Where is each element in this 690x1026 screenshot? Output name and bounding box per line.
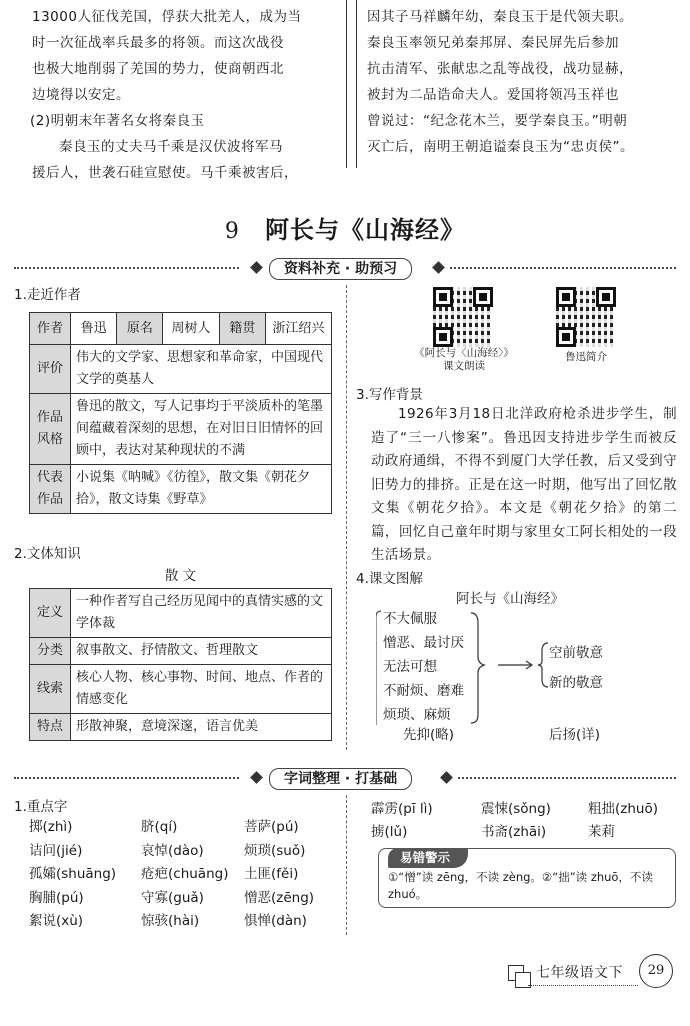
word-item: 絮说(xù)	[29, 913, 84, 929]
background-heading: 3.写作背景	[356, 387, 423, 403]
word-item: 惧惮(dàn)	[244, 913, 307, 929]
page-number: 29	[639, 954, 673, 988]
author-home: 浙江绍兴	[265, 313, 331, 345]
genre-label: 定义	[30, 589, 71, 638]
diagram-item: 不大佩服	[383, 611, 437, 627]
author-heading: 1.走近作者	[14, 287, 81, 303]
words-heading: 1.重点字	[14, 799, 68, 815]
lesson-heading	[0, 210, 690, 245]
word-item: 憎恶(zēng)	[244, 889, 315, 906]
word-item: 疮疤(chuāng)	[141, 866, 229, 882]
lesson-title: 阿长与《山海经》	[265, 216, 466, 244]
diagram-item: 憎恶、最讨厌	[383, 635, 464, 651]
diagram-item: 烦琐、麻烦	[383, 707, 451, 723]
top-right-column	[367, 4, 677, 160]
word-item: 土匪(fěi)	[244, 866, 299, 882]
word-item: 掷(zhì)	[29, 819, 73, 835]
diagram-right-items	[549, 638, 603, 698]
qr-code-reading[interactable]	[433, 287, 493, 347]
section-title: 资料补充 · 助预习	[269, 258, 412, 280]
section-title: 字词整理 · 打基础	[269, 768, 412, 790]
word-item: 霹雳(pī lì)	[371, 801, 433, 817]
background-text: 1926年3月18日北洋政府枪杀进步学生，制造了“三一八惨案”。鲁迅因支持进步学生而被反动政府通缉，不得不到厦门大学任教，后又受到守旧势力的排挤。正是在这一时期，他写出了回忆散文集《朝花夕拾》。本文是《朝花夕拾》的第二篇，回忆自己童年时期与家里女工阿长相处的一段生活场景。	[371, 406, 677, 563]
book-label: 七年级语文下	[536, 965, 623, 981]
word-item: 诘问(jié)	[29, 842, 83, 859]
text-line: 因其子马祥麟年幼，秦良玉于是代领夫职。	[367, 9, 633, 25]
word-item: 粗拙(zhuō)	[588, 801, 658, 817]
author-style: 鲁迅的散文，写人记事均于平淡质朴的笔墨间蕴藏着深刻的思想，在对旧日旧情怀的回顾中，表达对某种现状的不满	[71, 394, 332, 465]
text-line: 曾说过：“纪念花木兰，要学秦良玉。”明朝	[367, 113, 628, 129]
text-line: 也极大地削弱了羌国的势力，使商朝西北	[32, 61, 284, 77]
text-line: 灭亡后，南明王朝追谥秦良玉为“忠贞侯”。	[367, 139, 634, 155]
author-orig: 周树人	[163, 313, 219, 345]
author-eval: 伟大的文学家、思想家和革命家，中国现代文学的奠基人	[71, 345, 332, 394]
qr-caption-intro: 鲁迅简介	[565, 351, 607, 363]
genre-label: 分类	[30, 638, 71, 665]
word-item: 惊骇(hài)	[141, 913, 200, 929]
diagram-heading: 4.课文图解	[356, 571, 423, 587]
text-line: 秦良玉率领兄弟秦邦屏、秦民屏先后参加	[367, 35, 619, 51]
text-line: 抗击清军、张献忠之乱等战役，战功显赫，	[367, 61, 633, 77]
words-col1	[29, 816, 116, 934]
label-home: 籍贯	[219, 313, 265, 345]
warning-title: 易错警示	[388, 848, 468, 868]
text-line: 被封为二品诰命夫人。爱国将领冯玉祥也	[367, 87, 619, 103]
word-item: 胸脯(pú)	[29, 889, 84, 906]
label-style: 作品风格	[30, 394, 71, 465]
word-item: 哀悼(dào)	[141, 842, 204, 859]
diagram-item: 无法可想	[383, 659, 437, 675]
lesson-number: 9	[224, 219, 239, 244]
diagram-title: 阿长与《山海经》	[456, 591, 564, 607]
word-item: 烦琐(suǒ)	[244, 842, 306, 859]
label-author: 作者	[30, 313, 71, 345]
genre-text: 一种作者写自己经历见闻中的真情实感的文学体裁	[71, 589, 332, 638]
words-col2	[141, 816, 228, 934]
text-line: 援后人，世袭石硅宣慰使。马千乘被害后，	[32, 165, 298, 181]
top-left-column	[32, 4, 337, 186]
label-eval: 评价	[30, 345, 71, 394]
genre-caption: 散 文	[164, 568, 197, 584]
qr-caption-reading: 《阿长与〈山海经〉》课文朗读	[414, 347, 514, 372]
warning-text: ①“憎”读 zēng，不读 zèng。②“拙”读 zhuō，不读 zhuó。	[388, 870, 653, 901]
genre-text: 核心人物、核心事物、时间、地点、作者的情感变化	[71, 665, 332, 714]
section-bar-preview	[14, 260, 676, 276]
diagram-left-caption: 先抑(略)	[403, 727, 455, 743]
author-works: 小说集《呐喊》《彷徨》，散文集《朝花夕拾》，散文诗集《野草》	[71, 465, 332, 514]
genre-heading: 2.文体知识	[14, 546, 81, 562]
word-item: 茉莉	[588, 824, 615, 840]
diagram-right-caption: 后扬(详)	[549, 727, 601, 743]
words-col3	[244, 816, 314, 934]
author-name: 鲁迅	[71, 313, 117, 345]
word-item: 脐(qí)	[141, 819, 178, 835]
middle-divider	[346, 795, 348, 935]
column-divider	[356, 0, 357, 168]
diagram-item: 空前敬意	[549, 645, 603, 661]
text-line: (2)明朝末年著名女将秦良玉	[30, 113, 205, 129]
genre-label: 线索	[30, 665, 71, 714]
genre-text: 叙事散文、抒情散文、哲理散文	[71, 638, 332, 665]
text-line: 边境得以安定。	[32, 87, 130, 103]
diagram-item: 新的敬意	[549, 675, 603, 691]
word-item: 书斋(zhāi)	[481, 824, 547, 840]
word-item: 菩萨(pú)	[244, 819, 299, 835]
word-item: 孤孀(shuāng)	[29, 866, 117, 882]
genre-table	[29, 588, 332, 741]
text-line: 13000人征伐羌国，俘获大批羌人，成为当	[32, 9, 302, 25]
footer-rule	[528, 985, 638, 987]
text-line: 秦良玉的丈夫马千乘是汉伏波将军马	[59, 139, 283, 155]
middle-divider	[346, 285, 348, 750]
label-works: 代表作品	[30, 465, 71, 514]
word-item: 守寡(guǎ)	[141, 889, 204, 906]
text-line: 时一次征战率兵最多的将领。而这次战役	[32, 35, 284, 51]
column-divider	[346, 0, 347, 168]
word-item: 掳(lǔ)	[371, 824, 408, 840]
genre-text: 形散神聚，意境深邃，语言优美	[71, 714, 332, 741]
diagram-item: 不耐烦、磨难	[383, 683, 464, 699]
genre-label: 特点	[30, 714, 71, 741]
label-orig: 原名	[117, 313, 163, 345]
word-item: 震悚(sǒng)	[481, 801, 551, 817]
qr-code-intro[interactable]	[556, 287, 616, 347]
section-bar-words	[14, 770, 676, 786]
author-table	[29, 312, 332, 514]
